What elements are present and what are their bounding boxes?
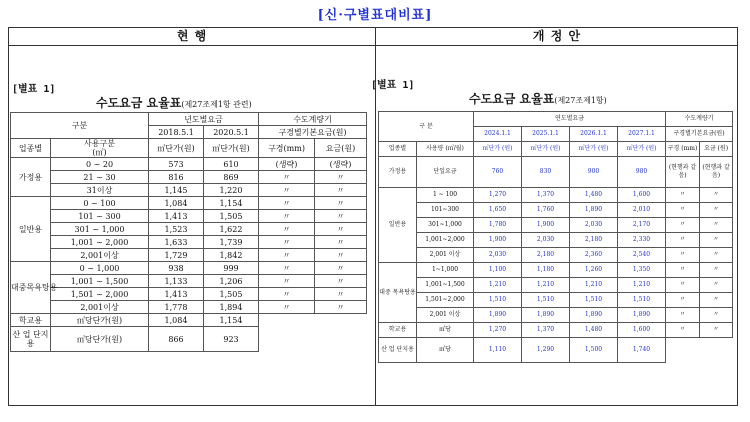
usage-unit: (㎥): [92, 148, 107, 157]
ditto-cell: 〃: [315, 184, 367, 197]
new-school-row: [379, 323, 733, 338]
ditto-cell: 〃: [315, 288, 367, 301]
unit-header-cell: ㎥단가 (원): [618, 142, 666, 157]
price-cell: 1,622: [204, 223, 259, 236]
price-cell: 1,510: [474, 293, 522, 308]
price-cell: 1,100: [474, 263, 522, 278]
new-industry-row: [379, 338, 733, 363]
old-data-row: [11, 210, 367, 223]
same-as-current-cell: (현행과 같음): [700, 157, 733, 188]
price-cell: 2,360: [570, 248, 618, 263]
header-cell: 연도별요금: [474, 112, 666, 127]
ditto-cell: 〃: [666, 308, 700, 323]
ditto-cell: 〃: [315, 262, 367, 275]
price-cell: 1,370: [522, 323, 570, 338]
new-data-row: [379, 203, 733, 218]
range-cell: 1,501~2,000: [417, 293, 474, 308]
old-school-row: [11, 314, 367, 327]
price-cell: 2,170: [618, 218, 666, 233]
header-cell: 수도계량기: [259, 113, 367, 126]
price-cell: 1,480: [570, 323, 618, 338]
new-data-row: [379, 188, 733, 203]
price-cell: 1,260: [570, 263, 618, 278]
ditto-cell: 〃: [666, 203, 700, 218]
old-data-row: [11, 288, 367, 301]
price-cell: 1,890: [570, 308, 618, 323]
new-home-row: [379, 157, 733, 188]
header-cell: 업종별: [379, 142, 417, 157]
range-cell: 301 ~ 1,000: [51, 223, 149, 236]
range-cell: 1,001~1,500: [417, 278, 474, 293]
ditto-cell: 〃: [315, 249, 367, 262]
price-cell: 1,084: [149, 314, 204, 327]
price-cell: 1,500: [570, 338, 618, 363]
new-table-title: [469, 90, 607, 107]
date-header-cell: 2027.1.1: [618, 127, 666, 142]
range-cell: 0 ~ 20: [51, 158, 149, 171]
ditto-cell: 〃: [259, 262, 315, 275]
old-data-row: [11, 262, 367, 275]
price-cell: 1,145: [149, 184, 204, 197]
price-cell: 2,180: [570, 233, 618, 248]
header-cell: 업종별: [11, 139, 51, 158]
price-cell: 816: [149, 171, 204, 184]
price-cell: 1,413: [149, 288, 204, 301]
ditto-cell: 〃: [700, 248, 733, 263]
header-cell: 구분: [11, 113, 149, 139]
header-cell: 요금 (원): [700, 142, 733, 157]
price-cell: 1,739: [204, 236, 259, 249]
same-as-current-cell: (현행과 같음): [666, 157, 700, 188]
header-cell: 사용량 (㎥/월): [417, 142, 474, 157]
price-cell: 1,290: [522, 338, 570, 363]
price-cell: 1,206: [204, 275, 259, 288]
price-cell: 1,900: [522, 218, 570, 233]
header-cell: 2020.5.1: [204, 126, 259, 139]
proposed-header: 개 정 안: [532, 29, 582, 43]
price-cell: 1,650: [474, 203, 522, 218]
price-cell: 1,480: [570, 188, 618, 203]
category-cell: 대중 목욕탕용: [379, 263, 417, 323]
header-cell: 요금(원): [315, 139, 367, 158]
price-cell: 1,900: [474, 233, 522, 248]
price-cell: 869: [204, 171, 259, 184]
price-cell: 1,210: [522, 278, 570, 293]
header-cell: [51, 139, 149, 158]
header-cell: ㎥단가(원): [204, 139, 259, 158]
category-cell: 학교용: [11, 314, 51, 327]
new-data-row: [379, 263, 733, 278]
ditto-cell: 〃: [259, 275, 315, 288]
ditto-cell: 〃: [700, 308, 733, 323]
category-cell: 산 업 단지용: [11, 327, 51, 352]
price-cell: 980: [618, 157, 666, 188]
price-cell: 1,729: [149, 249, 204, 262]
range-cell: ㎥당단가(원): [51, 327, 149, 352]
range-cell: 1,001 ~ 2,000: [51, 236, 149, 249]
category-cell: 일반용: [11, 197, 51, 262]
price-cell: 573: [149, 158, 204, 171]
old-data-row: [11, 275, 367, 288]
header-cell: 구경별기본요금(원): [259, 126, 367, 139]
ditto-cell: 〃: [315, 275, 367, 288]
unit-header-cell: ㎥단가 (원): [474, 142, 522, 157]
price-cell: 1,413: [149, 210, 204, 223]
header-cell: 구경 (mm): [666, 142, 700, 157]
price-cell: 1,510: [570, 293, 618, 308]
price-cell: 1,210: [474, 278, 522, 293]
old-data-row: [11, 301, 367, 314]
old-data-row: [11, 184, 367, 197]
new-data-row: [379, 248, 733, 263]
ditto-cell: 〃: [666, 323, 700, 338]
price-cell: 1,210: [570, 278, 618, 293]
price-cell: 610: [204, 158, 259, 171]
range-cell: 1~1,000: [417, 263, 474, 278]
range-cell: 21 ~ 30: [51, 171, 149, 184]
price-cell: 1,270: [474, 323, 522, 338]
category-cell: 가정용: [11, 158, 51, 197]
price-cell: 1,600: [618, 323, 666, 338]
empty-cell: [666, 338, 733, 363]
price-cell: 1,894: [204, 301, 259, 314]
price-cell: 1,780: [474, 218, 522, 233]
price-cell: 1,778: [149, 301, 204, 314]
header-cell: 년도별요금: [149, 113, 259, 126]
price-cell: 1,890: [474, 308, 522, 323]
ditto-cell: 〃: [315, 301, 367, 314]
range-cell: 301~1,000: [417, 218, 474, 233]
old-data-row: [11, 249, 367, 262]
new-title-text: 수도요금 요율표: [469, 92, 555, 106]
ditto-cell: 〃: [700, 323, 733, 338]
price-cell: 999: [204, 262, 259, 275]
ditto-cell: 〃: [666, 278, 700, 293]
old-header-row: [11, 139, 367, 158]
document-title: [신·구별표대비표]: [317, 8, 433, 23]
unit-header-cell: ㎥단가 (원): [570, 142, 618, 157]
range-cell: 0 ~ 1,000: [51, 262, 149, 275]
range-cell: 0 ~ 100: [51, 197, 149, 210]
current-header: 현 행: [176, 29, 208, 43]
category-cell: 산 업 단지용: [379, 338, 417, 363]
price-cell: 1,890: [618, 308, 666, 323]
price-cell: 1,154: [204, 314, 259, 327]
price-cell: 2,030: [474, 248, 522, 263]
price-cell: 900: [570, 157, 618, 188]
range-cell: ㎥당단가(원): [51, 314, 149, 327]
price-cell: 923: [204, 327, 259, 352]
ditto-cell: 〃: [259, 236, 315, 249]
range-cell: 101 ~ 300: [51, 210, 149, 223]
empty-cell: [259, 314, 367, 352]
price-cell: 2,030: [522, 233, 570, 248]
old-data-row: [11, 197, 367, 210]
price-cell: 830: [522, 157, 570, 188]
price-cell: 2,010: [618, 203, 666, 218]
header-cell: 구경별기본요금(원): [666, 127, 733, 142]
new-header-row: [379, 142, 733, 157]
price-cell: 1,084: [149, 197, 204, 210]
header-cell: ㎥단가(원): [149, 139, 204, 158]
ditto-cell: 〃: [259, 184, 315, 197]
ditto-cell: 〃: [259, 249, 315, 262]
old-data-row: [11, 223, 367, 236]
omitted-cell: (생략): [315, 158, 367, 171]
ditto-cell: 〃: [259, 210, 315, 223]
price-cell: 1,842: [204, 249, 259, 262]
ditto-cell: 〃: [700, 233, 733, 248]
price-cell: 1,154: [204, 197, 259, 210]
new-data-row: [379, 308, 733, 323]
header-cell: 수도계량기: [666, 112, 733, 127]
price-cell: 1,270: [474, 188, 522, 203]
price-cell: 938: [149, 262, 204, 275]
price-cell: 1,890: [522, 308, 570, 323]
price-cell: 1,110: [474, 338, 522, 363]
header-row: [9, 28, 737, 46]
new-header-row: [379, 112, 733, 127]
date-header-cell: 2025.1.1: [522, 127, 570, 142]
price-cell: 1,510: [522, 293, 570, 308]
price-cell: 1,760: [522, 203, 570, 218]
old-data-row: [11, 158, 367, 171]
ditto-cell: 〃: [666, 233, 700, 248]
price-cell: 1,600: [618, 188, 666, 203]
price-cell: 1,740: [618, 338, 666, 363]
ditto-cell: 〃: [259, 197, 315, 210]
range-cell: 2,001이상: [51, 301, 149, 314]
price-cell: 2,030: [570, 218, 618, 233]
ditto-cell: 〃: [259, 223, 315, 236]
old-data-row: [11, 236, 367, 249]
new-rate-table: [378, 111, 733, 363]
price-cell: 1,350: [618, 263, 666, 278]
old-data-row: [11, 171, 367, 184]
header-cell: 구 분: [379, 112, 474, 142]
price-cell: 1,510: [618, 293, 666, 308]
old-annex-label: [별표 1]: [12, 84, 56, 95]
price-cell: 866: [149, 327, 204, 352]
price-cell: 2,330: [618, 233, 666, 248]
price-cell: 1,523: [149, 223, 204, 236]
ditto-cell: 〃: [315, 171, 367, 184]
price-cell: 2,540: [618, 248, 666, 263]
ditto-cell: 〃: [259, 301, 315, 314]
old-title-text: 수도요금 요율표: [96, 96, 182, 110]
price-cell: 1,633: [149, 236, 204, 249]
ditto-cell: 〃: [700, 218, 733, 233]
ditto-cell: 〃: [666, 293, 700, 308]
header-cell: 구경(mm): [259, 139, 315, 158]
range-cell: 101~300: [417, 203, 474, 218]
price-cell: 1,890: [570, 203, 618, 218]
ditto-cell: 〃: [259, 288, 315, 301]
new-subtitle: (제27조제1항): [554, 96, 607, 105]
price-cell: 1,210: [618, 278, 666, 293]
price-cell: 1,220: [204, 184, 259, 197]
ditto-cell: 〃: [315, 197, 367, 210]
range-cell: 1,001 ~ 1,500: [51, 275, 149, 288]
range-cell: ㎥당: [417, 338, 474, 363]
category-cell: 가정용: [379, 157, 417, 188]
ditto-cell: 〃: [700, 188, 733, 203]
price-cell: 1,370: [522, 188, 570, 203]
usage-header: 사용구분: [84, 139, 115, 148]
range-cell: 1,501 ~ 2,000: [51, 288, 149, 301]
old-header-row: [11, 113, 367, 126]
ditto-cell: 〃: [700, 203, 733, 218]
old-table-title: [96, 94, 252, 111]
category-cell: 대중목욕탕용: [11, 262, 51, 314]
omitted-cell: (생략): [259, 158, 315, 171]
range-cell: ㎥당: [417, 323, 474, 338]
ditto-cell: 〃: [666, 263, 700, 278]
ditto-cell: 〃: [315, 236, 367, 249]
price-cell: 1,505: [204, 288, 259, 301]
ditto-cell: 〃: [700, 293, 733, 308]
price-cell: 2,180: [522, 248, 570, 263]
price-cell: 1,505: [204, 210, 259, 223]
ditto-cell: 〃: [666, 248, 700, 263]
ditto-cell: 〃: [315, 223, 367, 236]
new-annex-label: [별표 1]: [371, 80, 415, 91]
header-cell: 2018.5.1: [149, 126, 204, 139]
range-cell: 2,001이상: [51, 249, 149, 262]
price-cell: 760: [474, 157, 522, 188]
range-cell: 1,001~2,000: [417, 233, 474, 248]
old-subtitle: (제27조제1항 관련): [181, 100, 252, 109]
range-cell: 단일요금: [417, 157, 474, 188]
range-cell: 2,001 이상: [417, 248, 474, 263]
range-cell: 2,001 이상: [417, 308, 474, 323]
ditto-cell: 〃: [700, 263, 733, 278]
category-cell: 학교용: [379, 323, 417, 338]
new-data-row: [379, 233, 733, 248]
date-header-cell: 2026.1.1: [570, 127, 618, 142]
date-header-cell: 2024.1.1: [474, 127, 522, 142]
price-cell: 1,133: [149, 275, 204, 288]
category-cell: 일반용: [379, 188, 417, 263]
ditto-cell: 〃: [666, 188, 700, 203]
range-cell: 31이상: [51, 184, 149, 197]
unit-header-cell: ㎥단가 (원): [522, 142, 570, 157]
ditto-cell: 〃: [315, 210, 367, 223]
price-cell: 1,180: [522, 263, 570, 278]
new-data-row: [379, 293, 733, 308]
new-data-row: [379, 218, 733, 233]
ditto-cell: 〃: [666, 218, 700, 233]
range-cell: 1 ~ 100: [417, 188, 474, 203]
ditto-cell: 〃: [259, 171, 315, 184]
old-rate-table: [10, 112, 367, 352]
ditto-cell: 〃: [700, 278, 733, 293]
new-data-row: [379, 278, 733, 293]
